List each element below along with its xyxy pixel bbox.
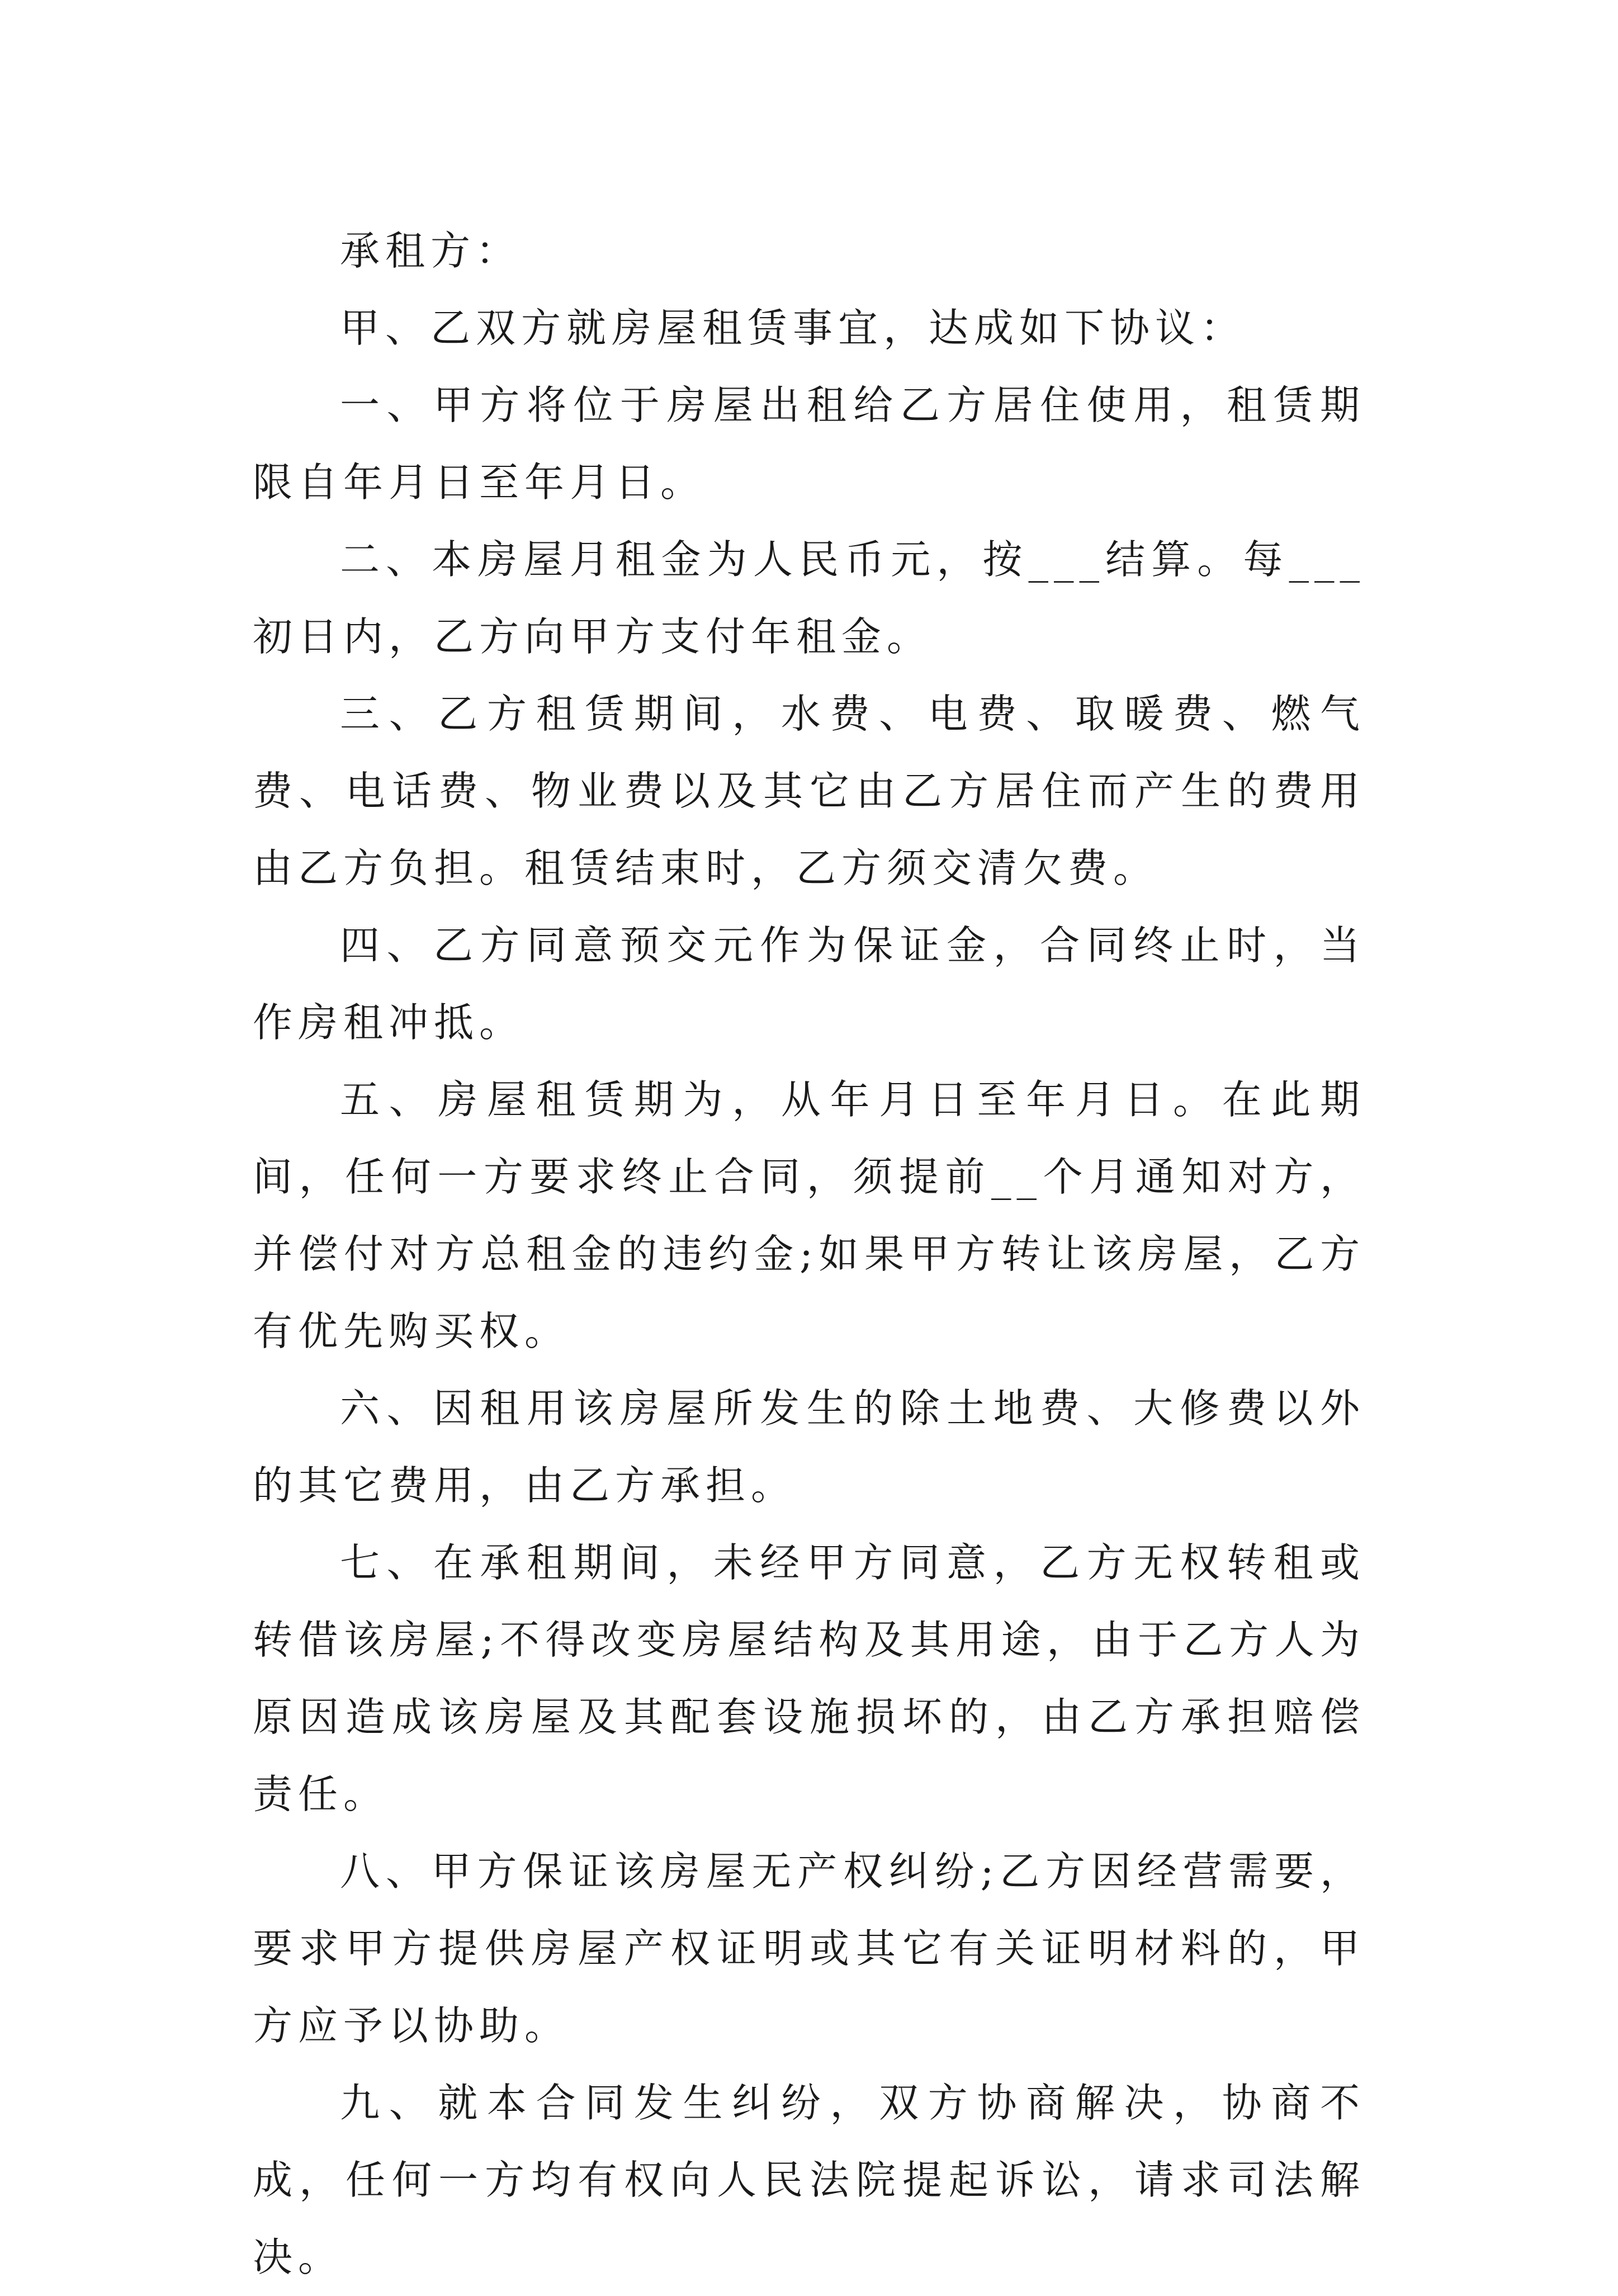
- paragraph-clause-5: 五、房屋租赁期为，从年月日至年月日。在此期间，任何一方要求终止合同，须提前__个月通知对方，并偿付对方总租金的违约金;如果甲方转让该房屋，乙方有优先购买权。: [253, 1076, 1365, 1354]
- paragraph-clause-9: 九、就本合同发生纠纷，双方协商解决，协商不成，任何一方均有权向人民法院提起诉讼，请求司法解决。: [253, 2080, 1365, 2280]
- contract-body: [253, 212, 1365, 2296]
- paragraph-clause-6: 六、因租用该房屋所发生的除土地费、大修费以外的其它费用，由乙方承担。: [253, 1385, 1365, 1509]
- paragraph-lessee: 承租方：: [340, 228, 522, 274]
- paragraph-clause-2: 二、本房屋月租金为人民币元，按___结算。每___初日内，乙方向甲方支付年租金。: [253, 536, 1365, 660]
- paragraph-clause-4: 四、乙方同意预交元作为保证金，合同终止时，当作房租冲抵。: [253, 922, 1365, 1046]
- paragraph-clause-8: 八、甲方保证该房屋无产权纠纷;乙方因经营需要，要求甲方提供房屋产权证明或其它有关证明材料的，甲方应予以协助。: [253, 1848, 1365, 2049]
- paragraph-clause-7: 七、在承租期间，未经甲方同意，乙方无权转租或转借该房屋;不得改变房屋结构及其用途，由于乙方人为原因造成该房屋及其配套设施损坏的，由乙方承担赔偿责任。: [253, 1539, 1365, 1817]
- paragraph-clause-3: 三、乙方租赁期间，水费、电费、取暖费、燃气费、电话费、物业费以及其它由乙方居住而产生的费用由乙方负担。租赁结束时，乙方须交清欠费。: [253, 691, 1365, 891]
- paragraph-clause-1: 一、甲方将位于房屋出租给乙方居住使用，租赁期限自年月日至年月日。: [253, 382, 1365, 506]
- paragraph-intro: 甲、乙双方就房屋租赁事宜，达成如下协议：: [340, 305, 1246, 351]
